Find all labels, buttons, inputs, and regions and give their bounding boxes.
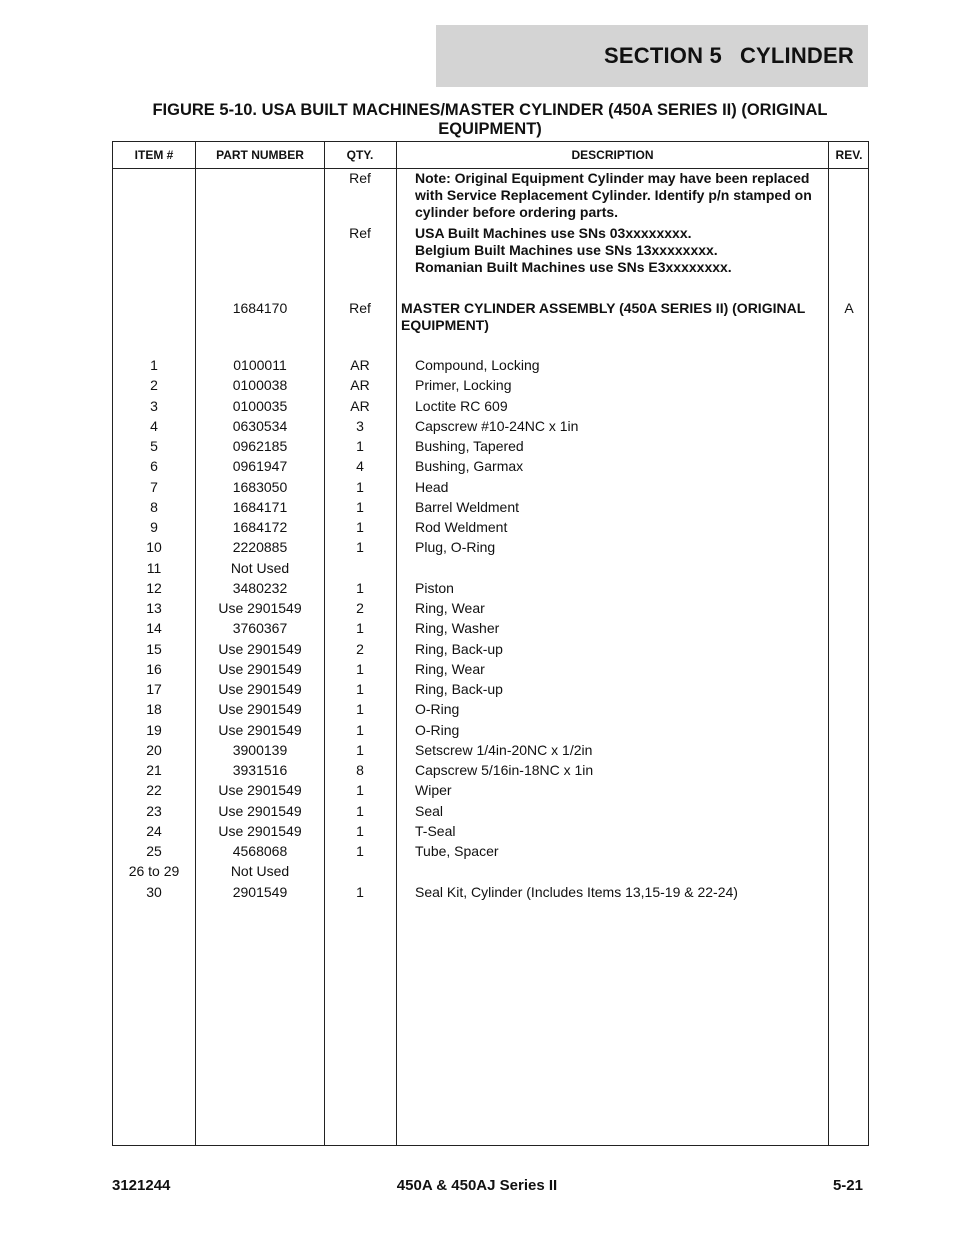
quantity: AR [350,357,370,373]
note-text [415,170,812,221]
assembly-part-number: 1684170 [232,300,288,316]
item-number: 16 [146,661,162,677]
quantity: 1 [356,701,364,717]
part-number: 3931516 [232,762,288,778]
quantity: 1 [356,843,364,859]
part-number: 1684172 [232,519,288,535]
part-number: 0100038 [232,377,288,393]
item-number: 5 [150,438,158,454]
item-number: 10 [146,539,162,555]
quantity: 4 [356,458,364,474]
assembly-line: EQUIPMENT) [401,317,489,333]
description: O-Ring [415,722,460,738]
part-number: 2220885 [232,539,288,555]
description: Seal [415,803,444,819]
item-number: 7 [150,479,158,495]
quantity: 8 [356,762,364,778]
item-number: 12 [146,580,162,596]
item-number: 8 [150,499,158,515]
part-number: Use 2901549 [218,782,302,798]
description: Ring, Back-up [415,681,503,697]
description: Seal Kit, Cylinder (Includes Items 13,15-19 & 22-24) [415,884,738,900]
header-description: DESCRIPTION [571,148,654,162]
quantity: 1 [356,884,364,900]
note-line: cylinder before ordering parts. [415,204,619,220]
quantity: 3 [356,418,364,434]
description: Setscrew 1/4in-20NC x 1/2in [415,742,593,758]
quantity: 1 [356,539,364,555]
description: Tube, Spacer [415,843,499,859]
header-rev: REV. [835,148,863,162]
part-number: 1684171 [232,499,288,515]
description: Capscrew 5/16in-18NC x 1in [415,762,594,778]
item-number: 3 [150,398,158,414]
quantity: 2 [356,600,364,616]
section-number: SECTION 5 [604,43,722,68]
header-part-number: PART NUMBER [216,148,304,162]
item-number: 20 [146,742,162,758]
part-number: 0630534 [232,418,288,434]
quantity: 1 [356,742,364,758]
part-number: 3480232 [232,580,288,596]
description: Piston [415,580,454,596]
part-number: Use 2901549 [218,803,302,819]
item-number: 22 [146,782,162,798]
assembly-rev: A [844,300,854,316]
description: O-Ring [415,701,460,717]
section-header [436,25,868,87]
item-number: 6 [150,458,158,474]
part-number: Use 2901549 [218,600,302,616]
header-qty: QTY. [346,148,374,162]
quantity: 1 [356,681,364,697]
quantity: 1 [356,661,364,677]
description: Loctite RC 609 [415,398,508,414]
item-number: 25 [146,843,162,859]
description: Bushing, Tapered [415,438,524,454]
quantity: 1 [356,620,364,636]
description: T-Seal [415,823,456,839]
part-number: 3760367 [232,620,288,636]
assembly-line: MASTER CYLINDER ASSEMBLY (450A SERIES II) (ORIGINAL [401,300,806,316]
part-number: Use 2901549 [218,641,302,657]
quantity: AR [350,377,370,393]
quantity: 1 [356,803,364,819]
quantity: 2 [356,641,364,657]
table-header [113,142,868,169]
note-line: USA Built Machines use SNs 03xxxxxxxx. [415,225,692,241]
part-number: 0961947 [232,458,288,474]
quantity: AR [350,398,370,414]
column-divider [828,142,829,1145]
description: Ring, Washer [415,620,500,636]
quantity: 1 [356,782,364,798]
note-text [415,225,732,276]
description: Compound, Locking [415,357,540,373]
parts-table [112,141,869,1146]
part-number: Use 2901549 [218,823,302,839]
item-number: 2 [150,377,158,393]
description: Rod Weldment [415,519,508,535]
part-number: Not Used [230,560,290,576]
description: Plug, O-Ring [415,539,496,555]
quantity: 1 [356,823,364,839]
item-number: 21 [146,762,162,778]
item-number: 18 [146,701,162,717]
column-divider [396,142,397,1145]
quantity: 1 [356,479,364,495]
description: Wiper [415,782,452,798]
description: Head [415,479,449,495]
part-number: Use 2901549 [218,681,302,697]
item-number: 9 [150,519,158,535]
part-number: Use 2901549 [218,661,302,677]
part-number: Not Used [230,863,290,879]
part-number: 2901549 [232,884,288,900]
description: Ring, Wear [415,600,485,616]
quantity: 1 [356,499,364,515]
item-number: 15 [146,641,162,657]
figure-title: FIGURE 5-10. USA BUILT MACHINES/MASTER CYLINDER (450A SERIES II) (ORIGINAL EQUIPMENT) [152,101,828,138]
item-number: 11 [146,560,162,576]
part-number: 0962185 [232,438,288,454]
quantity: 1 [356,438,364,454]
quantity: 1 [356,722,364,738]
item-number: 4 [150,418,158,434]
quantity: 1 [356,580,364,596]
description: Barrel Weldment [415,499,520,515]
part-number: Use 2901549 [218,722,302,738]
part-number: 0100011 [233,357,287,373]
description: Capscrew #10-24NC x 1in [415,418,579,434]
note-line: Romanian Built Machines use SNs E3xxxxxxxx. [415,259,732,275]
assembly-qty: Ref [349,300,371,316]
item-number: 17 [146,681,162,697]
description: Ring, Back-up [415,641,503,657]
note-line: Belgium Built Machines use SNs 13xxxxxxxx. [415,242,718,258]
item-number: 13 [146,600,162,616]
footer-model: 450A & 450AJ Series II [396,1177,558,1194]
note-qty: Ref [349,225,371,241]
section-title: CYLINDER [739,43,854,68]
description: Primer, Locking [415,377,512,393]
part-number: 4568068 [232,843,288,859]
part-number: 0100035 [232,398,288,414]
quantity: 1 [356,519,364,535]
note-line: Note: Original Equipment Cylinder may have been replaced [415,170,810,186]
item-number: 26 to 29 [128,863,180,879]
footer-page-number: 5-21 [832,1177,863,1194]
item-number: 24 [146,823,162,839]
header-item: ITEM # [134,148,174,162]
part-number: 3900139 [232,742,288,758]
item-number: 30 [146,884,162,900]
footer-doc-number: 3121244 [112,1177,171,1194]
note-line: with Service Replacement Cylinder. Identify p/n stamped on [415,187,812,203]
description: Ring, Wear [415,661,485,677]
description: Bushing, Garmax [415,458,524,474]
item-number: 19 [146,722,162,738]
item-number: 14 [146,620,162,636]
part-number: Use 2901549 [218,701,302,717]
part-number: 1683050 [232,479,288,495]
note-qty: Ref [349,170,371,186]
item-number: 23 [146,803,162,819]
item-number: 1 [150,357,158,373]
assembly-description [401,300,821,334]
